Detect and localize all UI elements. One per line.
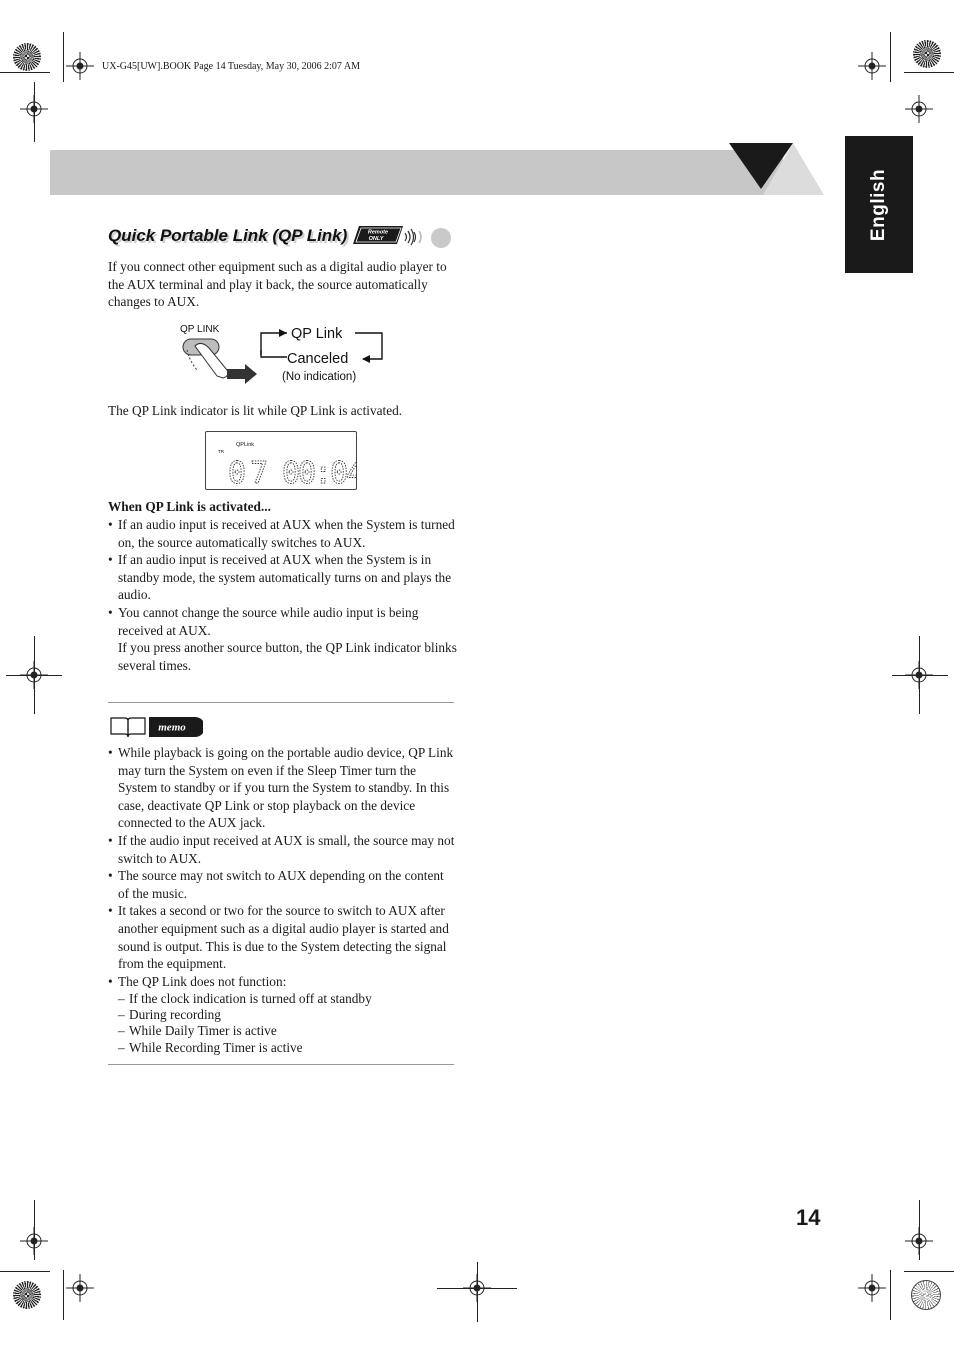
list-item: • If an audio input is received at AUX when the System is in standby mode, the system automatically turns on and plays the audio. <box>108 551 458 604</box>
display-track-number: 07 <box>228 456 273 489</box>
list-item-continuation: If you press another source button, the QP Link indicator blinks several times. <box>118 640 457 673</box>
crop-mark <box>34 1200 35 1260</box>
activated-list <box>108 516 458 674</box>
list-item: • You cannot change the source while audio input is being received at AUX. <box>108 604 458 639</box>
crop-mark <box>34 82 35 142</box>
page-number: 14 <box>796 1205 821 1230</box>
crop-mark <box>892 675 948 676</box>
crop-mark <box>0 72 50 73</box>
list-item: • While playback is going on the portable audio device, QP Link may turn the System on even if the Sleep Timer turn the System to standby or if you turn the System to standby. In this case, deactivate QP Link or stop playback on the device connected to the AUX jack. <box>108 744 458 832</box>
language-tab-label: English <box>868 168 889 241</box>
arrow-right-icon <box>227 364 257 384</box>
divider-bottom <box>108 1064 454 1065</box>
crop-mark <box>477 1262 478 1322</box>
crop-mark <box>6 675 62 676</box>
state-canceled-note: (No indication) <box>282 371 357 383</box>
gray-circle-icon <box>431 228 451 248</box>
registration-target-icon <box>905 95 933 123</box>
memo-icon <box>109 714 203 740</box>
crop-mark <box>904 1271 954 1272</box>
arrow-icon <box>362 355 370 363</box>
registration-target-icon <box>858 1274 886 1302</box>
remote-badge-line2: ONLY <box>368 236 384 242</box>
list-item: • If the audio input received at AUX is small, the source may not switch to AUX. <box>108 832 458 867</box>
activated-heading: When QP Link is activated... <box>108 499 271 514</box>
arrow-icon <box>279 329 287 337</box>
memo-list <box>108 744 458 990</box>
signal-waves-icon <box>405 229 416 245</box>
list-item: • The source may not switch to AUX depending on the content of the music. <box>108 867 458 902</box>
crop-mark <box>890 32 891 82</box>
print-header: UX-G45[UW].BOOK Page 14 Tuesday, May 30, 2006 2:07 AM <box>102 61 360 72</box>
list-item: • It takes a second or two for the source to switch to AUX after another equipment such as a digital audio player is started and sound is output. This is due to the System detecting the signal from the equipment. <box>108 902 458 972</box>
registration-target-icon <box>66 1274 94 1302</box>
dash-item: – While Recording Timer is active <box>108 1040 458 1056</box>
intro-paragraph: If you connect other equipment such as a digital audio player to the AUX terminal and play it back, the source automatically changes to AUX. <box>108 259 447 310</box>
display-qplink-indicator: QPLink <box>236 442 255 448</box>
list-item: • The QP Link does not function: <box>108 973 458 991</box>
crop-mark <box>63 32 64 82</box>
banner-triangle-icon <box>729 143 824 195</box>
qp-link-button-icon <box>183 339 228 378</box>
registration-sunburst-bottom-left <box>13 1281 41 1309</box>
indicator-paragraph: The QP Link indicator is lit while QP Link is activated. <box>108 403 403 418</box>
qp-link-button-label: QP LINK <box>180 324 220 335</box>
crop-mark <box>0 1271 50 1272</box>
lcd-display-panel <box>205 431 357 490</box>
crop-mark <box>890 1270 891 1320</box>
list-item: • If an audio input is received at AUX when the System is turned on, the source automatically switches to AUX. <box>108 516 458 551</box>
registration-sunburst-top-left <box>13 43 41 71</box>
section-banner <box>50 150 783 195</box>
language-tab-label-wrap <box>845 136 913 273</box>
crop-mark <box>904 72 954 73</box>
registration-sunburst-top-right <box>913 40 941 68</box>
display-tr-label: TR <box>218 449 224 454</box>
memo-label: memo <box>158 721 186 734</box>
dash-item: – During recording <box>108 1007 458 1023</box>
dash-item: – If the clock indication is turned off at standby <box>108 991 458 1007</box>
state-qp-link: QP Link <box>291 326 343 342</box>
open-book-icon <box>111 718 145 737</box>
state-canceled: Canceled <box>287 351 349 367</box>
dash-item: – While Daily Timer is active <box>108 1023 458 1039</box>
crop-mark <box>919 1200 920 1260</box>
remote-badge-line1: Remote <box>367 229 389 236</box>
registration-target-icon <box>858 52 886 80</box>
memo-dash-list <box>108 991 458 1056</box>
registration-target-icon <box>66 52 94 80</box>
divider-top <box>108 702 454 703</box>
remote-only-badge <box>353 223 453 251</box>
section-title: Quick Portable Link (QP Link) <box>108 226 348 245</box>
registration-sunburst-bottom-right <box>911 1280 941 1310</box>
crop-mark <box>63 1270 64 1320</box>
display-time: 00:04 <box>282 456 356 489</box>
qp-link-diagram <box>175 318 395 390</box>
